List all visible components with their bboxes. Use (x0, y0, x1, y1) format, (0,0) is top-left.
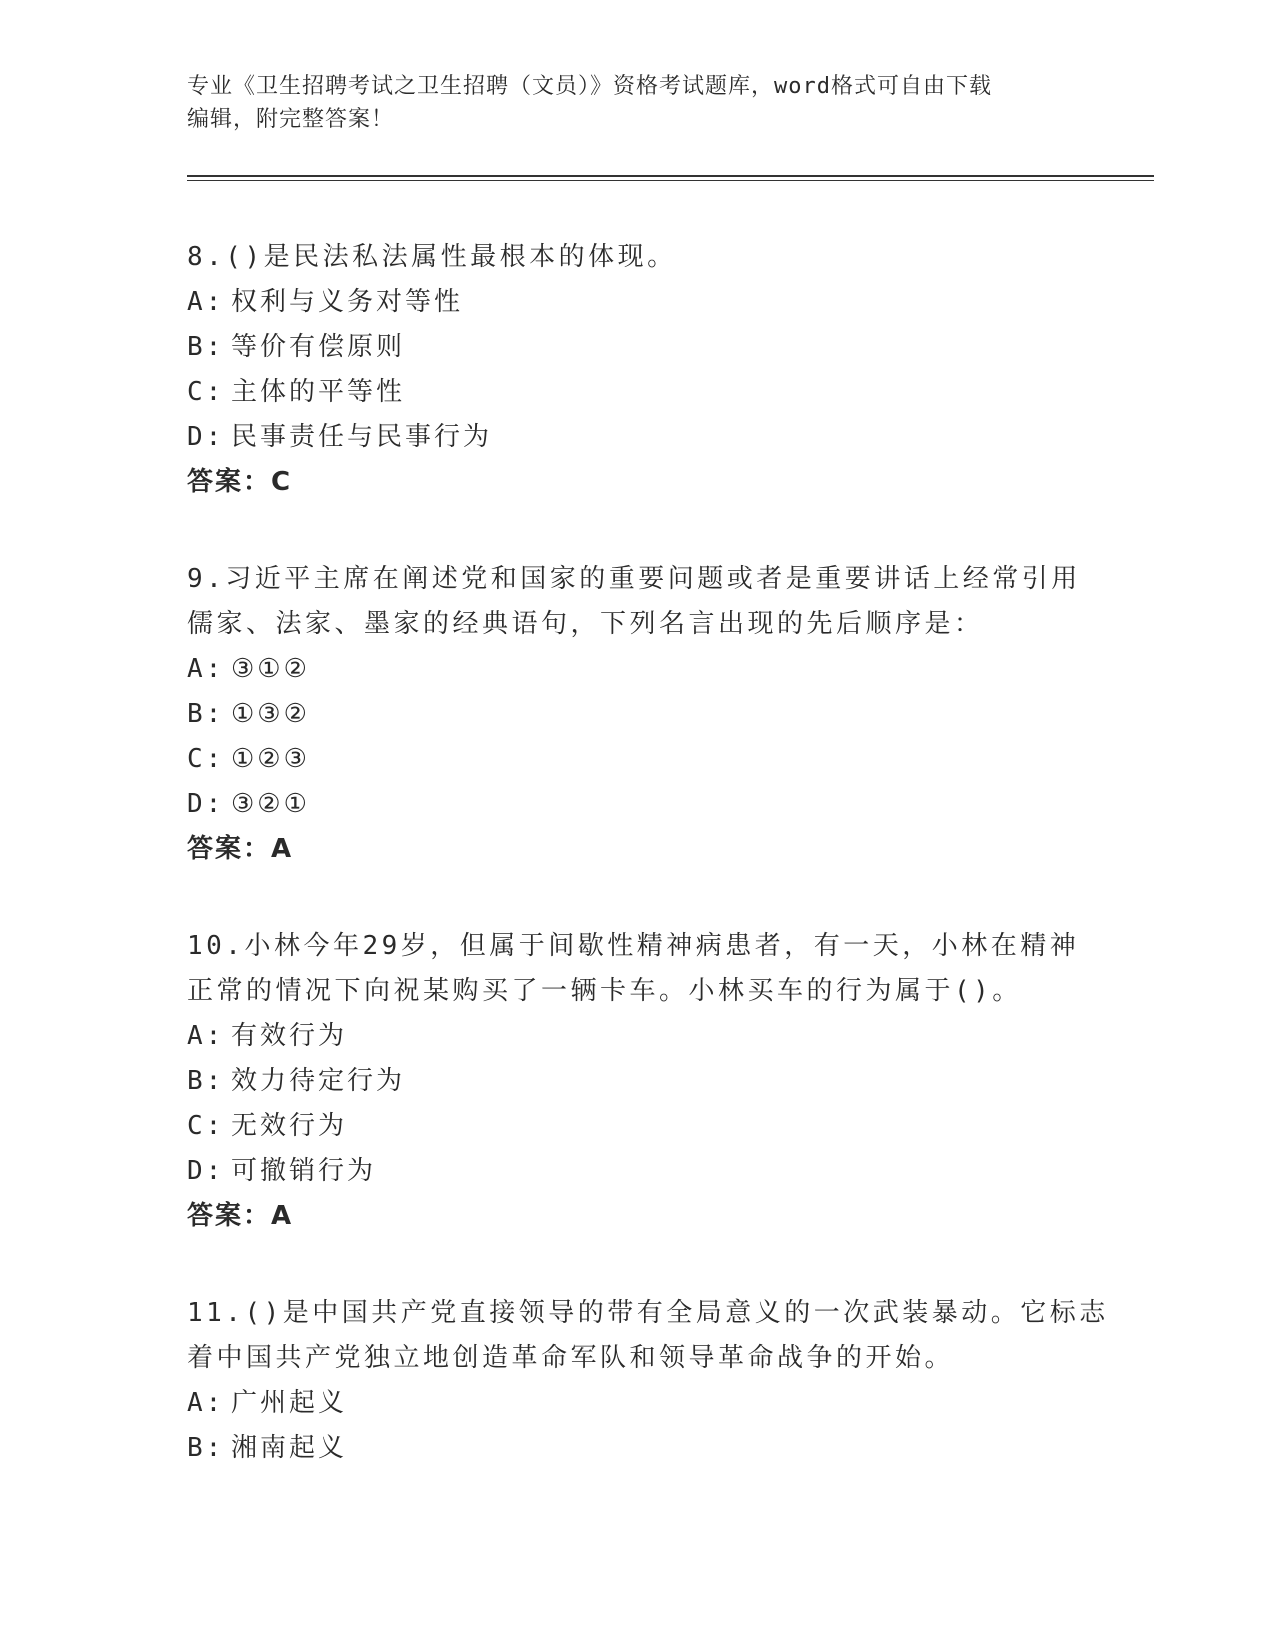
header-line-2: 编辑，附完整答案！ (187, 107, 395, 132)
question-stem-line: 正常的情况下向祝某购买了一辆卡车。小林买车的行为属于()。 (187, 976, 1022, 1006)
option-letter: B: (187, 332, 225, 362)
option-text: 效力待定行为 (231, 1066, 406, 1096)
question-block (187, 924, 1087, 1239)
answer-option (187, 1381, 1087, 1426)
option-text: 可撤销行为 (231, 1156, 377, 1186)
option-letter: A: (187, 1388, 225, 1418)
answer-option (187, 415, 1087, 460)
question-block (187, 1291, 1109, 1471)
option-text: 权利与义务对等性 (231, 287, 464, 317)
answer-option (187, 647, 1087, 692)
option-text: 主体的平等性 (231, 377, 406, 407)
question-stem (187, 924, 1087, 1014)
answer-option (187, 1426, 1087, 1471)
option-letter: C: (187, 377, 225, 407)
option-letter: D: (187, 1156, 225, 1186)
question-stem (187, 235, 1087, 280)
option-letter: A: (187, 1021, 225, 1051)
answer-option (187, 1014, 1087, 1059)
option-letter: D: (187, 789, 225, 819)
question-list (187, 235, 1109, 1523)
answer-key: 答案：A (187, 1201, 294, 1231)
option-text: 有效行为 (231, 1021, 348, 1051)
answer-option (187, 370, 1087, 415)
question-stem-line: 9.习近平主席在阐述党和国家的重要问题或者是重要讲话上经常引用 (187, 564, 1081, 594)
option-text: ③②① (231, 789, 310, 819)
option-text: 等价有偿原则 (231, 332, 406, 362)
answer-key: 答案：A (187, 834, 294, 864)
header-divider-thick (187, 175, 1154, 177)
option-letter: B: (187, 699, 225, 729)
question-stem-line: 10.小林今年29岁，但属于间歇性精神病患者，有一天，小林在精神 (187, 931, 1080, 961)
option-letter: B: (187, 1066, 225, 1096)
answer-option (187, 782, 1087, 827)
option-letter: A: (187, 654, 225, 684)
question-stem-line: 11.()是中国共产党直接领导的带有全局意义的一次武装暴动。它标志 (187, 1298, 1109, 1328)
header-line-1: 专业《卫生招聘考试之卫生招聘（文员）》资格考试题库，word格式可自由下载 (187, 74, 992, 99)
option-letter: B: (187, 1433, 225, 1463)
option-text: 无效行为 (231, 1111, 348, 1141)
question-stem (187, 557, 1087, 647)
option-text: ①②③ (231, 744, 310, 774)
answer-option (187, 692, 1087, 737)
question-stem-line: 儒家、法家、墨家的经典语句，下列名言出现的先后顺序是： (187, 609, 984, 639)
question-stem-line: 8.()是民法私法属性最根本的体现。 (187, 242, 677, 272)
answer-option (187, 1059, 1087, 1104)
option-letter: C: (187, 744, 225, 774)
question-block (187, 235, 1087, 505)
answer-option (187, 1104, 1087, 1149)
option-letter: C: (187, 1111, 225, 1141)
answer-option (187, 325, 1087, 370)
option-text: ①③② (231, 699, 310, 729)
option-text: 民事责任与民事行为 (231, 422, 493, 452)
question-block (187, 557, 1087, 872)
document-header (187, 70, 1067, 136)
option-text: ③①② (231, 654, 310, 684)
answer-option (187, 1149, 1087, 1194)
answer-option (187, 280, 1087, 325)
option-letter: D: (187, 422, 225, 452)
option-text: 广州起义 (231, 1388, 348, 1418)
answer-option (187, 737, 1087, 782)
question-stem-line: 着中国共产党独立地创造革命军队和领导革命战争的开始。 (187, 1343, 955, 1373)
option-text: 湘南起义 (231, 1433, 348, 1463)
option-letter: A: (187, 287, 225, 317)
answer-key: 答案：C (187, 467, 293, 497)
header-divider-thin (187, 180, 1154, 181)
question-stem (187, 1291, 1109, 1381)
